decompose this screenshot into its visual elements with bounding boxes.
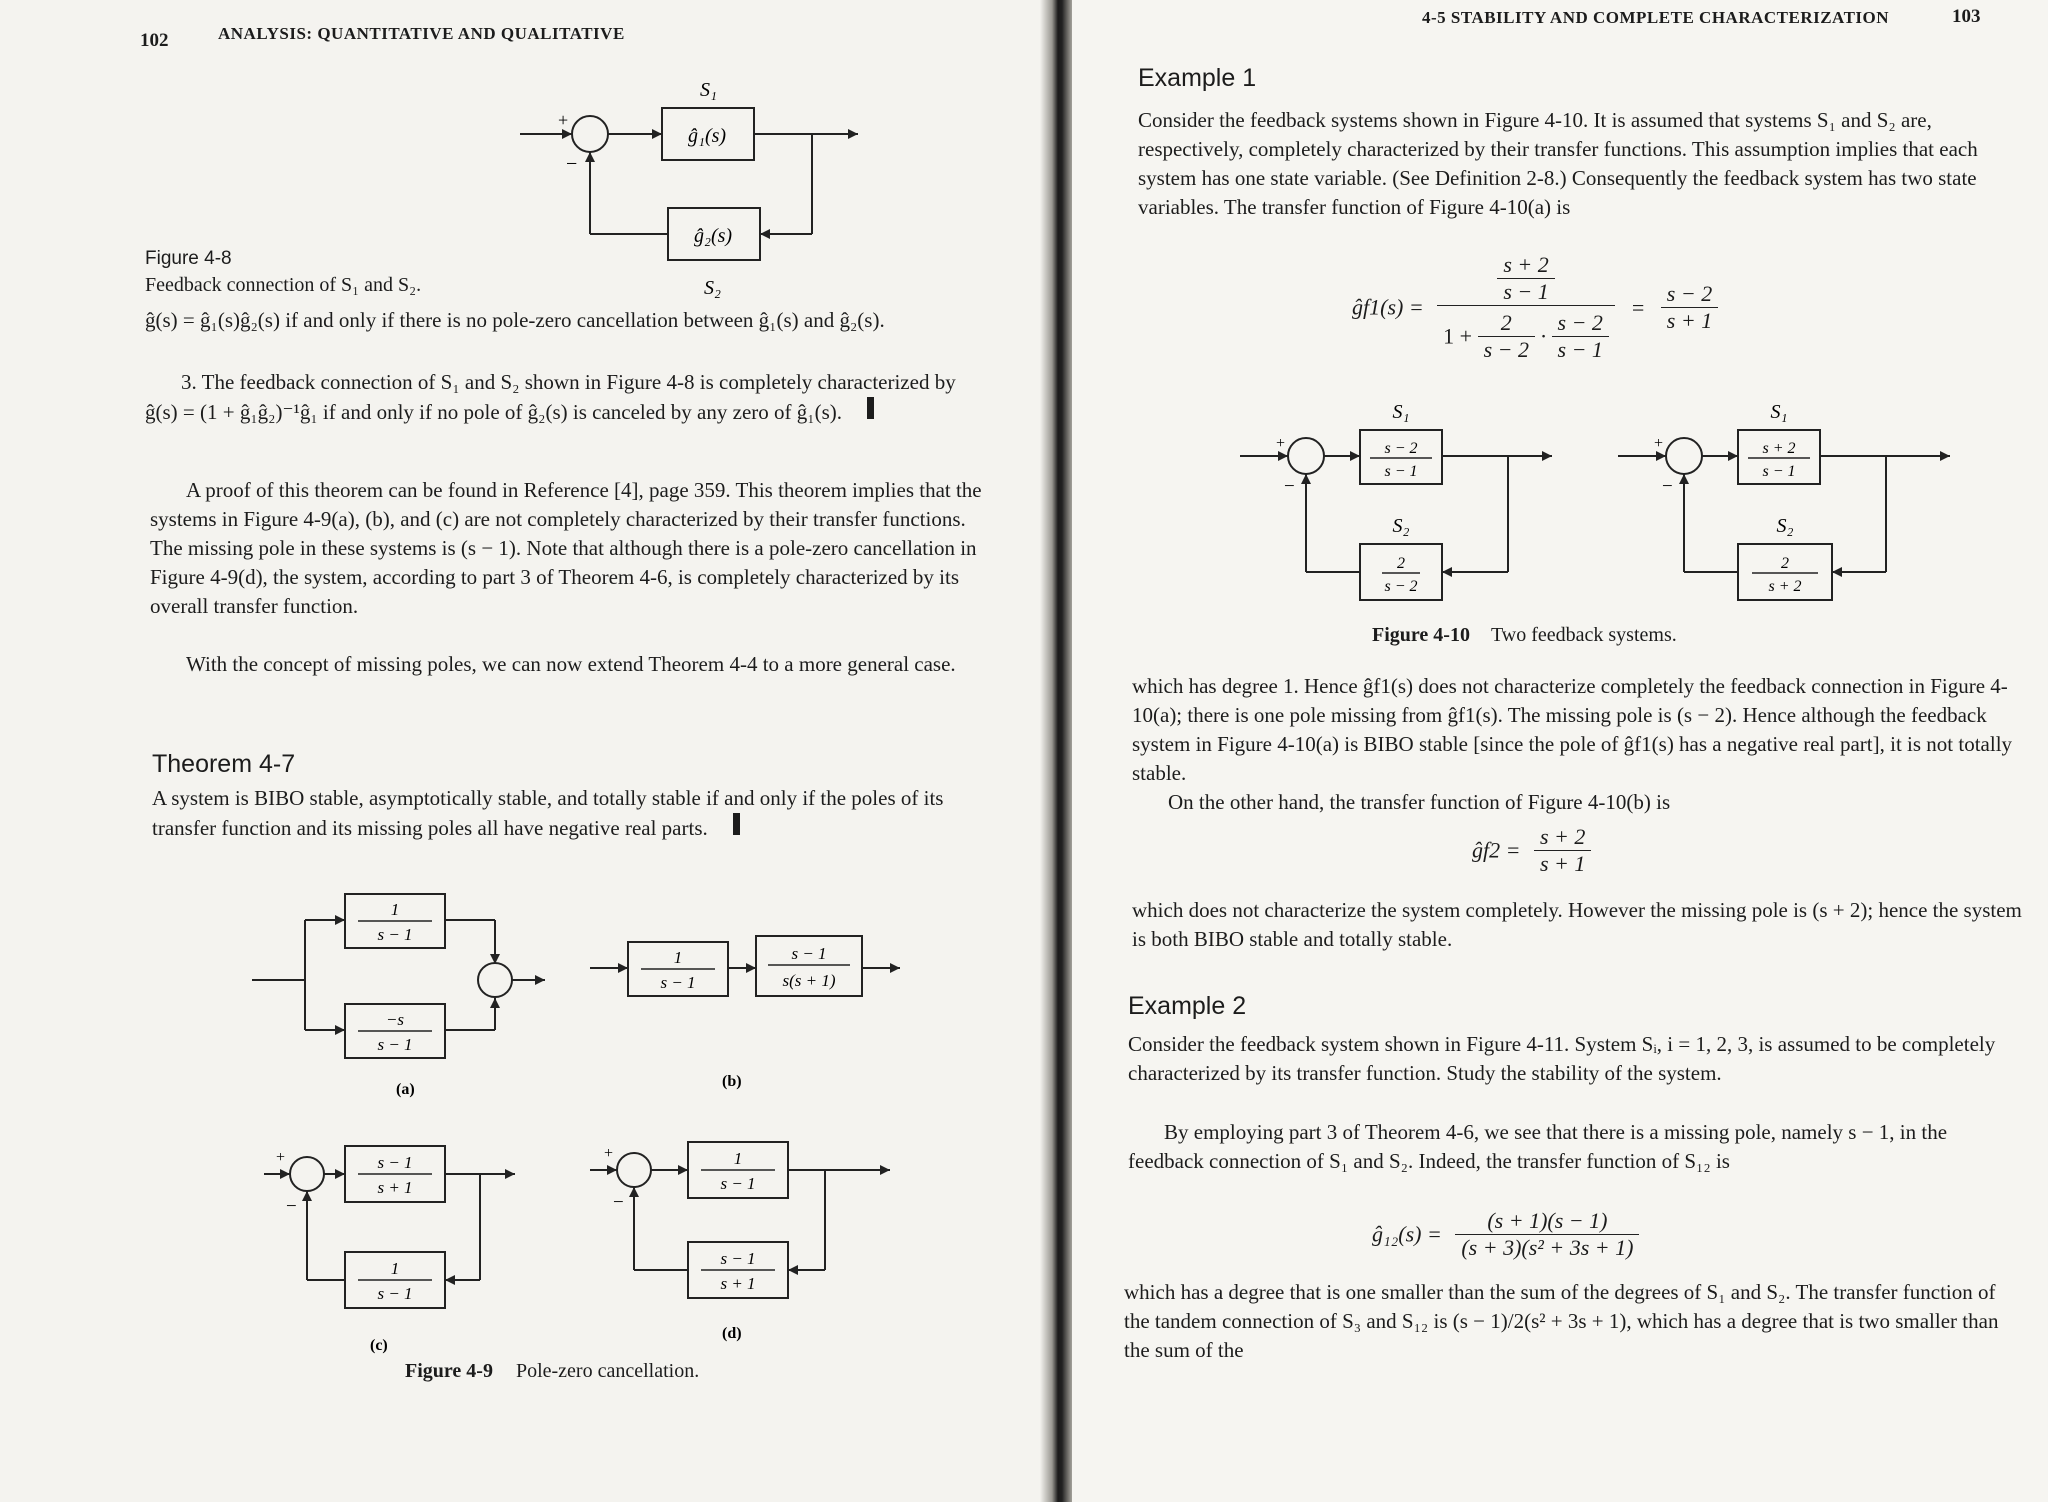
g1-label: ĝ₁(s) [688, 125, 727, 147]
label-d: (d) [722, 1325, 742, 1342]
figure-4-9-caption [405, 1360, 699, 1383]
block-b-top-den: s − 1 [1762, 463, 1796, 480]
fraction [1534, 824, 1591, 877]
block-b-bot-den: s + 2 [1768, 578, 1802, 595]
equation-g12 [1372, 1208, 1639, 1261]
main-numerator [1437, 252, 1615, 306]
block-a-bot-num: −s [385, 1010, 405, 1029]
example-1-text: Consider the feedback systems shown in Figure 4-10. It is assumed that systems S₁ and S₂ are, respectively, completely characterized by their transfer functions. This assumption implies that each system has one state variable. (See Definition 2-8.) Consequently the feedback system has two state variables. The transfer function of Figure 4-10(a) is [1138, 108, 1978, 219]
example-2-title: Example 2 [1128, 992, 1247, 1020]
sum-a-plus: + [1276, 435, 1286, 452]
running-head: ANALYSIS: QUANTITATIVE AND QUALITATIVE [218, 24, 625, 43]
sum-d-minus: − [613, 1192, 624, 1213]
term-1-num: 2 [1478, 310, 1535, 337]
theorem-title: Theorem 4-7 [152, 750, 296, 778]
term-1-den: s − 2 [1483, 337, 1530, 362]
block-d-bot-den: s + 1 [720, 1274, 756, 1293]
block-c-bot-num: 1 [390, 1259, 400, 1278]
paragraph-degree: which has degree 1. Hence ĝf1(s) does not characterize completely the feedback connection in Figure 4-10(a); there is one pole missing from ĝf1(s). The missing pole is (s − 2). Hence although the feedback system in Figure 4-10(a) is BIBO stable [since the pole of ĝf1(s) has a negative real part], it is not totally stable. [1132, 674, 2013, 785]
block-c-top-num: s − 1 [377, 1153, 413, 1172]
paragraph-characterize: which does not characterize the system completely. However the missing pole is (s + 2); hence the system is both BIBO stable and totally stable. [1132, 898, 2022, 951]
running-head: 4-5 STABILITY AND COMPLETE CHARACTERIZATION [1422, 8, 1890, 27]
block-a-bot-den: s − 2 [1384, 578, 1418, 595]
paragraph-part-3-text: 3. The feedback connection of S₁ and S₂ shown in Figure 4-8 is completely characterized by ĝ(s) = (1 + ĝ₁ĝ₂)⁻¹ĝ₁ if and only if no pole of ĝ₂(s) is canceled by any zero of ĝ₁(s). [145, 370, 956, 424]
dot: · [1540, 323, 1547, 349]
s1-label: S₁ [700, 79, 717, 101]
label-c: (c) [370, 1337, 388, 1354]
figure-4-8-diagram [510, 72, 870, 302]
result-num: s − 2 [1661, 281, 1718, 308]
block-b1-num: 1 [673, 948, 683, 967]
theorem-text: A system is BIBO stable, asymptotically stable, and totally stable if and only if the poles of its transfer function and its missing poles all have negative real parts. [152, 786, 944, 840]
plus-sign: + [558, 110, 569, 130]
sum-c-plus: + [276, 1149, 286, 1166]
sum-b-minus: − [1662, 476, 1673, 497]
block-c-top-den: s + 1 [377, 1178, 413, 1197]
main-denominator [1437, 306, 1615, 363]
qed-mark [733, 813, 740, 835]
qed-mark [867, 397, 874, 419]
equation-lhs: ĝf2 = [1472, 837, 1521, 863]
s1-label-a: S₁ [1392, 401, 1410, 423]
example-1-title: Example 1 [1138, 64, 1257, 92]
main-fraction [1437, 252, 1615, 363]
figure-label: Figure 4-9 [405, 1360, 493, 1382]
block-a-bot-den: s − 1 [377, 1035, 413, 1054]
numerator: (s + 1)(s − 1) [1455, 1208, 1639, 1235]
minus-sign: − [566, 153, 578, 175]
paragraph-part-3 [145, 368, 985, 427]
sum-b-plus: + [1654, 435, 1664, 452]
paragraph-employ: By employing part 3 of Theorem 4-6, we see that there is a missing pole, namely s − 1, in the feedback connection of S₁ and S₂. Indeed, the transfer function of S₁₂ is [1128, 1120, 1948, 1173]
s2-label-a: S₂ [1392, 515, 1410, 537]
right-page [1072, 0, 2048, 1502]
result-den: s + 1 [1666, 308, 1713, 333]
s2-label: S₂ [704, 277, 721, 299]
sum-c-minus: − [286, 1196, 297, 1217]
inner-num: s + 2 [1497, 252, 1554, 279]
figure-4-10-caption [1372, 624, 1677, 647]
label-b: (b) [722, 1073, 742, 1090]
block-c-bot-den: s − 1 [377, 1284, 413, 1303]
block-a-top-num: 1 [390, 900, 400, 919]
figure-label: Figure 4-8 [145, 248, 232, 269]
g2-label: ĝ₂(s) [694, 225, 733, 247]
denominator: (s + 3)(s² + 3s + 1) [1461, 1235, 1634, 1260]
equation-gf1 [1352, 252, 1718, 363]
term-2 [1552, 310, 1609, 363]
numerator: s + 2 [1534, 824, 1591, 851]
block-b-bot-num: 2 [1781, 555, 1789, 572]
one-plus: 1 + [1443, 323, 1473, 349]
figure-4-10-diagram [1232, 392, 1972, 622]
block-d-top-den: s − 1 [720, 1174, 756, 1193]
paragraph-extend: With the concept of missing poles, we can now extend Theorem 4-4 to a more general case. [186, 652, 956, 676]
block-a-bot-num: 2 [1397, 555, 1405, 572]
block-b-top-num: s + 2 [1762, 440, 1796, 457]
s2-label-b: S₂ [1776, 515, 1794, 537]
figure-4-9-diagram [250, 880, 970, 1360]
figure-caption-text: Two feedback systems. [1490, 624, 1677, 646]
block-d-bot-num: s − 1 [720, 1249, 756, 1268]
block-a-top-den: s − 1 [377, 925, 413, 944]
sum-a-minus: − [1284, 476, 1295, 497]
paragraph-final: which has a degree that is one smaller than the sum of the degrees of S₁ and S₂. The transfer function of the tandem connection of S₃ and S₁₂ is (s − 1)/2(s² + 3s + 1), which has a degree that is two smaller than the sum of the [1124, 1280, 1999, 1362]
page-number: 102 [140, 30, 169, 51]
inner-fraction [1497, 252, 1554, 305]
figure-4-8-caption [145, 246, 421, 298]
block-b2-num: s − 1 [791, 944, 827, 963]
result-fraction [1661, 281, 1718, 334]
term-2-num: s − 2 [1552, 310, 1609, 337]
s1-label-b: S₁ [1770, 401, 1788, 423]
equation-gf2 [1472, 824, 1591, 877]
figure-label: Figure 4-10 [1372, 624, 1470, 646]
paragraph-pole-zero: ĝ(s) = ĝ₁(s)ĝ₂(s) if and only if there is no pole-zero cancellation between ĝ₁(s) and ĝ₂(s). [145, 308, 885, 332]
inner-den: s − 1 [1503, 279, 1549, 304]
example-2-text: Consider the feedback system shown in Figure 4-11. System Sᵢ, i = 1, 2, 3, is assumed to be completely characterized by its transfer function. Study the stability of the system. [1128, 1032, 1996, 1085]
sum-d-plus: + [604, 1145, 614, 1162]
term-1 [1478, 310, 1535, 363]
block-a-top-den: s − 1 [1384, 463, 1418, 480]
paragraph-proof: A proof of this theorem can be found in Reference [4], page 359. This theorem implies that the systems in Figure 4-9(a), (b), and (c) are not completely characterized by their transfer functions. The missing pole in these systems is (s − 1). Note that although there is a pole-zero cancellation in Figure 4-9(d), the system, according to part 3 of Theorem 4-6, is completely characterized by its overall transfer function. [150, 478, 982, 618]
paragraph-other-hand: On the other hand, the transfer function of Figure 4-10(b) is [1168, 790, 1671, 814]
theorem-statement [152, 784, 988, 843]
figure-caption-text: Feedback connection of S₁ and S₂. [145, 274, 422, 296]
block-d-top-num: 1 [733, 1149, 743, 1168]
block-b1-den: s − 1 [660, 973, 696, 992]
equals-sign: = [1630, 294, 1646, 320]
fraction [1455, 1208, 1639, 1261]
block-b2-den: s(s + 1) [782, 971, 836, 990]
term-2-den: s − 1 [1557, 337, 1603, 362]
block-a-top-num: s − 2 [1384, 440, 1418, 457]
equation-lhs: ĝ₁₂(s) = [1372, 1221, 1442, 1247]
equation-lhs: ĝf1(s) = [1352, 294, 1424, 320]
figure-caption-text: Pole-zero cancellation. [515, 1360, 700, 1382]
label-a: (a) [396, 1081, 415, 1098]
denominator: s + 1 [1539, 851, 1586, 876]
page-number: 103 [1952, 6, 1981, 27]
